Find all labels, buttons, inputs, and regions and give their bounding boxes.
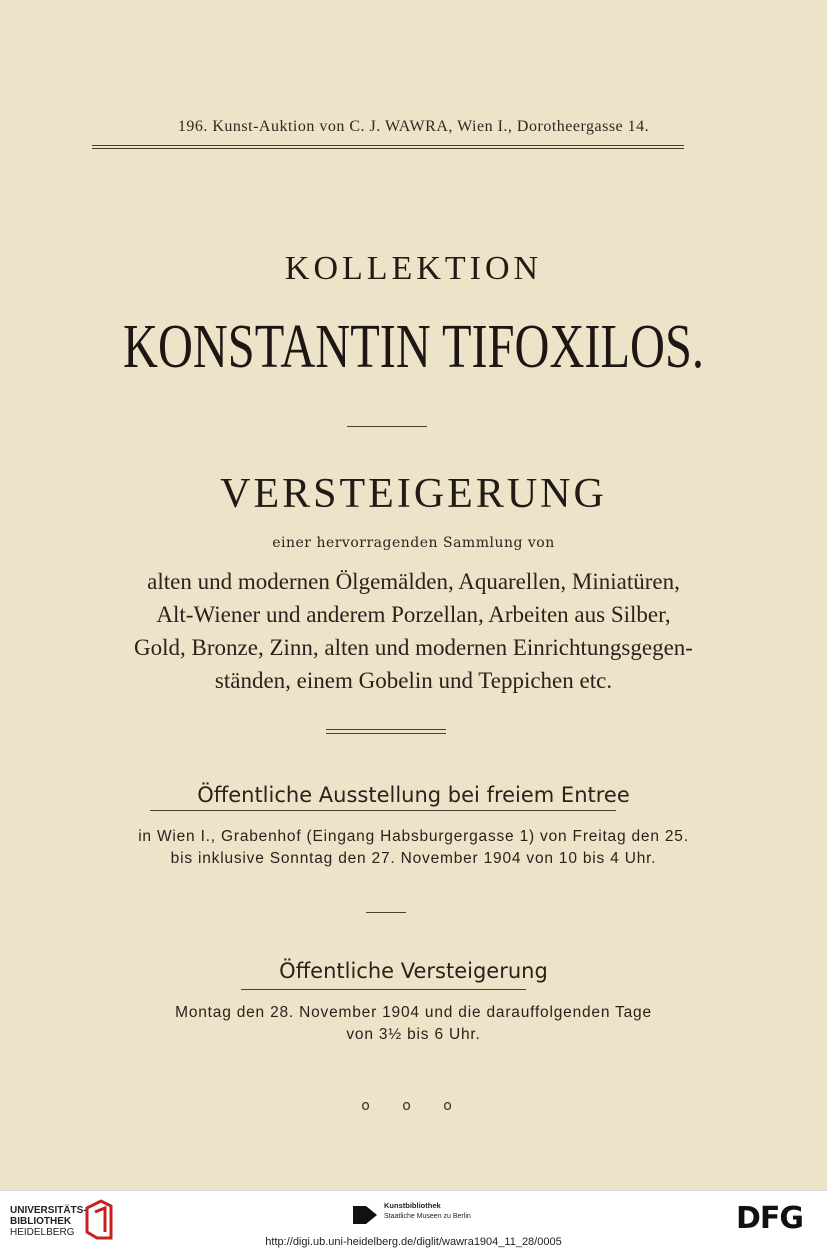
auction-heading: VERSTEIGERUNG [220, 471, 607, 517]
divider-double-top [326, 729, 446, 730]
closing-ornament: o o o [361, 1098, 466, 1114]
dfg-logo[interactable]: DFG [736, 1201, 804, 1236]
ub-heidelberg-logo-text[interactable] [10, 1205, 87, 1238]
kunstbibliothek-logo-text[interactable] [384, 1201, 471, 1222]
exhibition-underline [150, 810, 616, 811]
library-line: BIBLIOTHEK [10, 1216, 72, 1227]
exhibition-heading: Öffentliche Ausstellung bei freiem Entree [197, 783, 630, 807]
header-rule-top [92, 145, 684, 146]
sale-line: von 3½ bis 6 Uhr. [346, 1026, 481, 1043]
exhibition-details [0, 826, 827, 870]
sale-heading: Öffentliche Versteigerung [279, 959, 548, 983]
exhibition-line: bis inklusive Sonntag den 27. November 1904 von 10 bis 4 Uhr. [170, 850, 657, 867]
kunstbibliothek-name: Kunstbibliothek [384, 1201, 441, 1210]
sale-underline [241, 989, 526, 990]
kunstbibliothek-icon[interactable] [352, 1205, 378, 1225]
kunstbibliothek-sub: Staatliche Museen zu Berlin [384, 1213, 471, 1220]
sale-details [0, 1002, 827, 1046]
library-line: HEIDELBERG [10, 1227, 75, 1238]
description-line: alten und modernen Ölgemälden, Aquarellen, Miniatüren, [147, 569, 680, 594]
description-line: ständen, einem Gobelin und Teppichen etc. [214, 668, 613, 693]
description-line: Gold, Bronze, Zinn, alten und modernen Einrichtungsgegen- [134, 635, 693, 660]
exhibition-line: in Wien I., Grabenhof (Eingang Habsburgergasse 1) von Freitag den 25. [138, 828, 689, 845]
auction-header: 196. Kunst-Auktion von C. J. WAWRA, Wien I., Dorotheergasse 14. [177, 118, 650, 135]
collection-label: KOLLEKTION [284, 250, 543, 287]
auction-subheading: einer hervorragenden Sammlung von [272, 535, 555, 551]
divider-double-bottom [326, 733, 446, 734]
collector-name: KONSTANTIN TIFOXILOS. [123, 313, 704, 381]
auction-description [0, 565, 827, 697]
header-rule-bottom [92, 148, 684, 149]
divider-short-2 [366, 912, 406, 913]
library-line: UNIVERSITÄTS- [10, 1205, 87, 1216]
divider-short-1 [347, 426, 427, 427]
ub-heidelberg-logo-icon[interactable] [83, 1198, 115, 1240]
source-url-link[interactable]: http://digi.ub.uni-heidelberg.de/diglit/wawra1904_11_28/0005 [265, 1236, 562, 1248]
description-line: Alt-Wiener und anderem Porzellan, Arbeiten aus Silber, [156, 602, 671, 627]
sale-line: Montag den 28. November 1904 und die darauffolgenden Tage [175, 1004, 652, 1021]
